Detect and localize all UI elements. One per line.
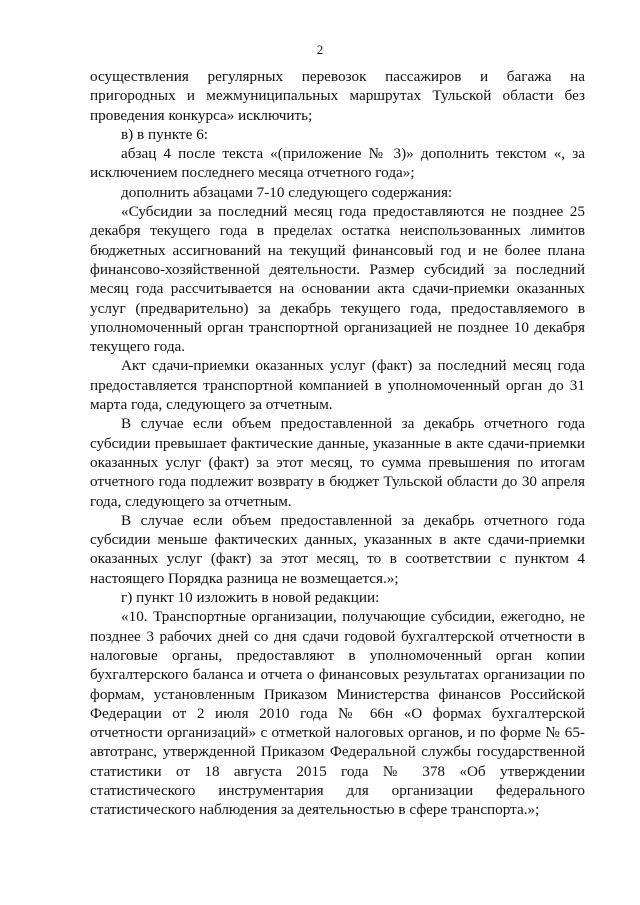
paragraph-shortfall: В случае если объем предоставленной за декабрь отчетного года субсидии меньше фактических данных, указанных в акте сдачи-приемки оказанных услуг (факт) за этот месяц, то в соответствии с пунктом 4 настоящего Порядка разница не возмещается.»; [90,511,585,587]
paragraph-abzac-4: абзац 4 после текста «(приложение № 3)» дополнить текстом «, за исключением последнего месяца отчетного года»; [90,145,585,182]
paragraph-add-abzacy: дополнить абзацами 7-10 следующего содержания: [121,183,453,201]
paragraph-excess-return: В случае если объем предоставленной за декабрь отчетного года субсидии превышает фактические данные, указанные в акте сдачи-приемки оказанных услуг (факт) за этот месяц, то сумма превышения по итогам отчетного года подлежит возврату в бюджет Тульской области до 30 апреля года, следующего за отчетным. [90,415,585,510]
paragraph-continuation: осуществления регулярных перевозок пассажиров и багажа на пригородных и межмуниципальных маршрутах Тульской области без проведения конкурса» исключить; [90,68,585,124]
paragraph-subsidies-last-month: «Субсидии за последний месяц года предоставляются не позднее 25 декабря текущего года в пределах остатка неиспользованных лимитов бюджетных ассигнований на текущий финансовый год и не более плана финансово-хозяйственной деятельности. Размер субсидий за последний месяц года рассчитывается на основании акта сдачи-приемки оказанных услуг (предварительно) за декабрь текущего года, предоставляемого в уполномоченный орган транспортной организацией не позднее 10 декабря текущего года. [90,203,585,356]
document-body [90,67,585,820]
page-number: 2 [316,42,324,57]
paragraph-act-fact: Акт сдачи-приемки оказанных услуг (факт) за последний месяц года предоставляется транспортной компанией в уполномоченный орган до 31 марта года, следующего за отчетным. [90,357,585,414]
paragraph-subitem-g: г) пункт 10 изложить в новой редакции: [121,589,380,607]
paragraph-item-10: «10. Транспортные организации, получающие субсидии, ежегодно, не позднее 3 рабочих дней со дня сдачи годовой бухгалтерской отчетности в налоговые органы, предоставляют в уполномоченный орган копии бухгалтерского баланса и отчета о финансовых результатах организации по формам, установленным Приказом Министерства финансов Российской Федерации от 2 июля 2010 года № 66н «О формах бухгалтерской отчетности организаций» с отметкой налоговых органов, и по форме № 65-автотранс, утвержденной Приказом Федеральной службы государственной статистики от 18 августа 2015 года № 378 «Об утверждении статистического инструментария для организации федерального статистического наблюдения за деятельностью в сфере транспорта.»; [90,608,585,819]
paragraph-subitem-v: в) в пункте 6: [121,125,209,143]
